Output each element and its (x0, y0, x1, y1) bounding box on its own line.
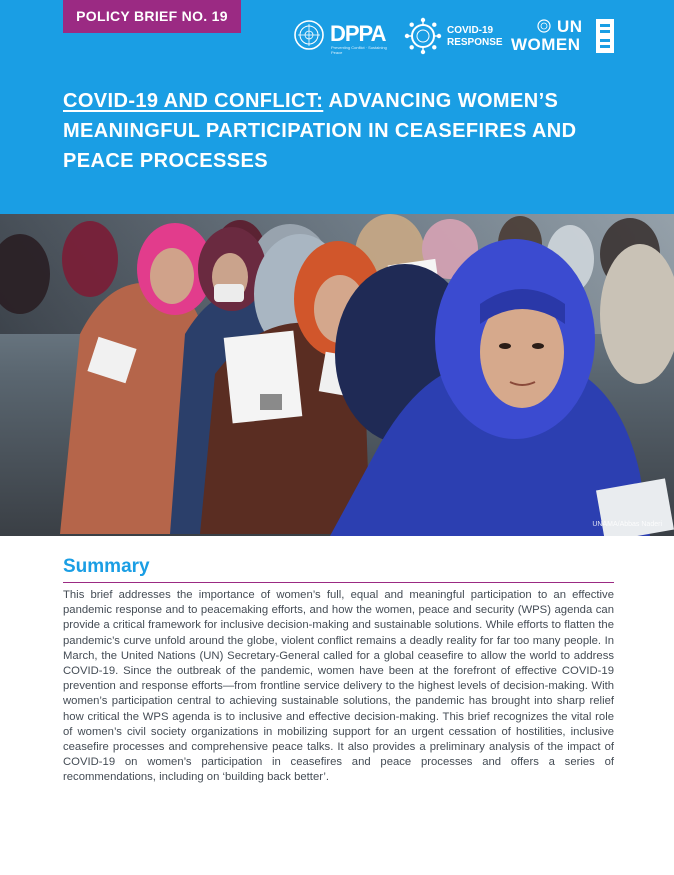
photo-credit: UNAMA/Abbas Naderi (592, 521, 662, 528)
covid-response-icon (403, 16, 443, 56)
dppa-logo (293, 16, 387, 56)
un-women-logo (511, 16, 621, 56)
cover-photo (0, 214, 674, 536)
equality-mark-icon (596, 19, 614, 53)
partner-logos (293, 16, 623, 56)
brief-title (63, 86, 623, 176)
dppa-wordmark: DPPA (330, 21, 386, 46)
title-prefix: COVID-19 AND CONFLICT: (63, 90, 324, 112)
women-in-queue-photo (0, 214, 674, 536)
un-emblem-small-icon (537, 19, 551, 33)
unwomen-line1: UN (557, 17, 583, 36)
title-rest: ADVANCING WOMEN’S MEANINGFUL PARTICIPATION IN CEASEFIRES AND PEACE PROCESSES (63, 90, 577, 172)
covid-response-logo (403, 16, 503, 56)
summary-divider (63, 582, 614, 583)
header-banner (0, 0, 674, 214)
un-emblem-icon (293, 19, 325, 51)
summary-body: This brief addresses the importance of women’s full, equal and meaningful participation to an effective pandemic response and to peacemaking efforts, and how the women, peace and security (WPS) agenda can provide a critical framework for inclusive decision-making and sustainable solutions. While efforts to flatten the pandemic’s curve unfold around the globe, violent conflict remains a deadly reality for far too many people. In March, the United Nations (UN) Secretary-General called for a global ceasefire to allow the world to address COVID-19. Since the outbreak of the pandemic, women have been at the forefront of effective COVID-19 prevention and response efforts—from frontline service delivery to the highest levels of decision-making. With women’s participation central to achieving sustainable solutions, the pandemic has brought into sharp relief how critical the WPS agenda is to inclusive and effective decision-making. This brief recognizes the vital role of women’s civil society organizations in mobilizing support for an urgent cessation of hostilities, inclusive ceasefire processes and comprehensive peace talks. It also provides a preliminary analysis of the impact of COVID-19 on women’s participation in ceasefires and peace processes and offers a series of recommendations, including on ‘building back better’. (63, 589, 614, 784)
unwomen-line2: WOMEN (511, 35, 581, 54)
policy-brief-tag: POLICY BRIEF NO. 19 (63, 0, 241, 33)
covid-logo-line2: RESPONSE (447, 37, 503, 48)
covid-logo-line1: COVID-19 (447, 25, 494, 36)
summary-heading: Summary (63, 556, 150, 577)
dppa-tagline: Preventing Conflict · Sustaining Peace (331, 45, 387, 55)
